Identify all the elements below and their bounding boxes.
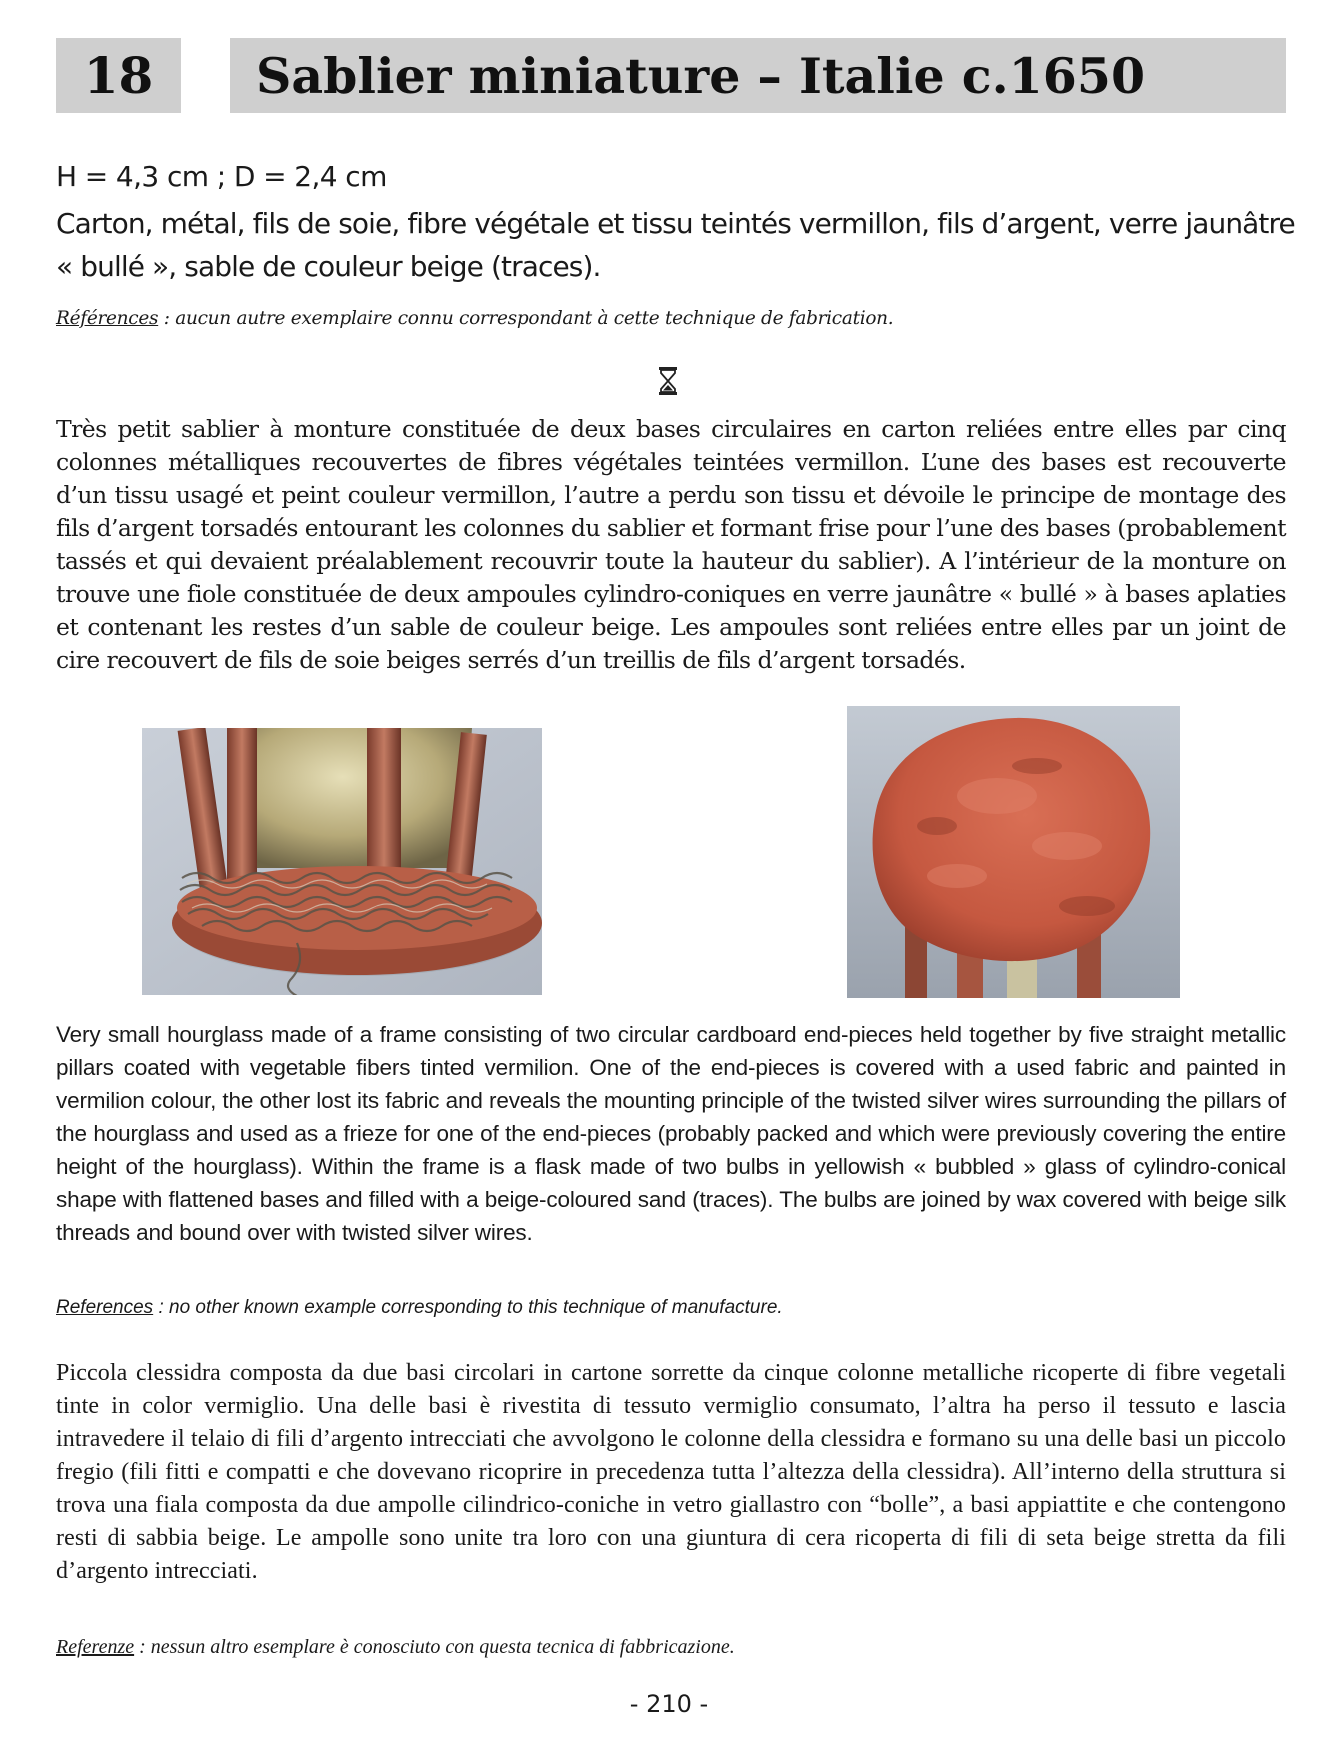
references-fr	[56, 308, 893, 329]
references-fr-text: : aucun autre exemplaire connu correspondant à cette technique de fabrication.	[158, 308, 894, 329]
photo-base-silver-wires	[142, 728, 542, 995]
description-en: Very small hourglass made of a frame consisting of two circular cardboard end-pieces held together by five straight metallic pillars coated with vegetable fibers tinted vermilion. One of the end-pieces is covered with a used fabric and painted in vermilion colour, the other lost its fabric and reveals the mounting principle of the twisted silver wires surrounding the pillars of the hourglass and used as a frieze for one of the end-pieces (probably packed and which were previously covering the entire height of the hourglass). Within the frame is a flask made of two bulbs in yellowish « bubbled » glass of cylindro-conical shape with flattened bases and filled with a beige-coloured sand (traces). The bulbs are joined by wax covered with beige silk threads and bound over with twisted silver wires.	[56, 1022, 1286, 1245]
dimensions: H = 4,3 cm ; D = 2,4 cm	[56, 160, 387, 193]
description-fr: Très petit sablier à monture constituée de deux bases circulaires en carton reliées entre elles par cinq colonnes métalliques recouvertes de fibres végétales teintées vermillon. L’une des bases est recouverte d’un tissu usagé et peint couleur vermillon, l’autre a perdu son tissu et dévoile le principe de montage des fils d’argent torsadés entourant les colonnes du sablier et formant frise pour l’une des bases (probablement tassés et qui devaient préalablement recouvrir toute la hauteur du sablier). A l’intérieur de la monture on trouve une fiole constituée de deux ampoules cylindro-coniques en verre jaunâtre « bullé » à bases aplaties et contenant les restes d’un sable de couleur beige. Les ampoules sont reliées entre elles par un joint de cire recouvert de fils de soie beiges serrés d’un treillis de fils d’argent torsadés.	[56, 415, 1286, 674]
references-en-label: References	[56, 1297, 154, 1318]
page-number: - 210 -	[629, 1690, 709, 1718]
page-title	[230, 38, 1286, 113]
references-it-label: Referenze	[56, 1636, 135, 1658]
references-en	[56, 1297, 783, 1319]
description-it: Piccola clessidra composta da due basi circolari in cartone sorrette da cinque colonne metalliche ricoperte di fibre vegetali tinte in color vermiglio. Una delle basi è rivestita di tessuto vermiglio consumato, l’altra ha perso il tessuto e lascia intravedere il telaio di fili d’argento intrecciati che avvolgono le colonne della clessidra e formano su una delle basi un piccolo fregio (fili fitti e compatti e che dovevano ricoprire in precedenza tutta l’altezza della clessidra). All’interno della struttura si trova una fiala composta da due ampolle cilindrico-coniche in vetro giallastro con “bolle”, a basi appiattite e che contengono resti di sabbia beige. Le ampolle sono unite tra loro con una giuntura di cera ricoperta di fili di seta beige stretta da fili d’argento intrecciati.	[56, 1360, 1286, 1584]
references-it	[56, 1636, 735, 1659]
catalog-number	[56, 38, 181, 113]
materials: Carton, métal, fils de soie, fibre végétale et tissu teintés vermillon, fils d’argent, verre jaunâtre « bullé », sable de couleur beige (traces).	[56, 207, 1295, 283]
page-title-text: Sablier miniature – Italie c.1650	[256, 46, 1146, 105]
photo-base-vermilion-fabric	[847, 706, 1180, 998]
references-it-text: : nessun altro esemplare è conosciuto con questa tecnica di fabbricazione.	[134, 1636, 735, 1658]
references-fr-label: Références	[56, 308, 159, 329]
hourglass-icon	[657, 366, 679, 396]
references-en-text: : no other known example corresponding to this technique of manufacture.	[153, 1297, 783, 1318]
catalog-number-text: 18	[83, 46, 154, 105]
